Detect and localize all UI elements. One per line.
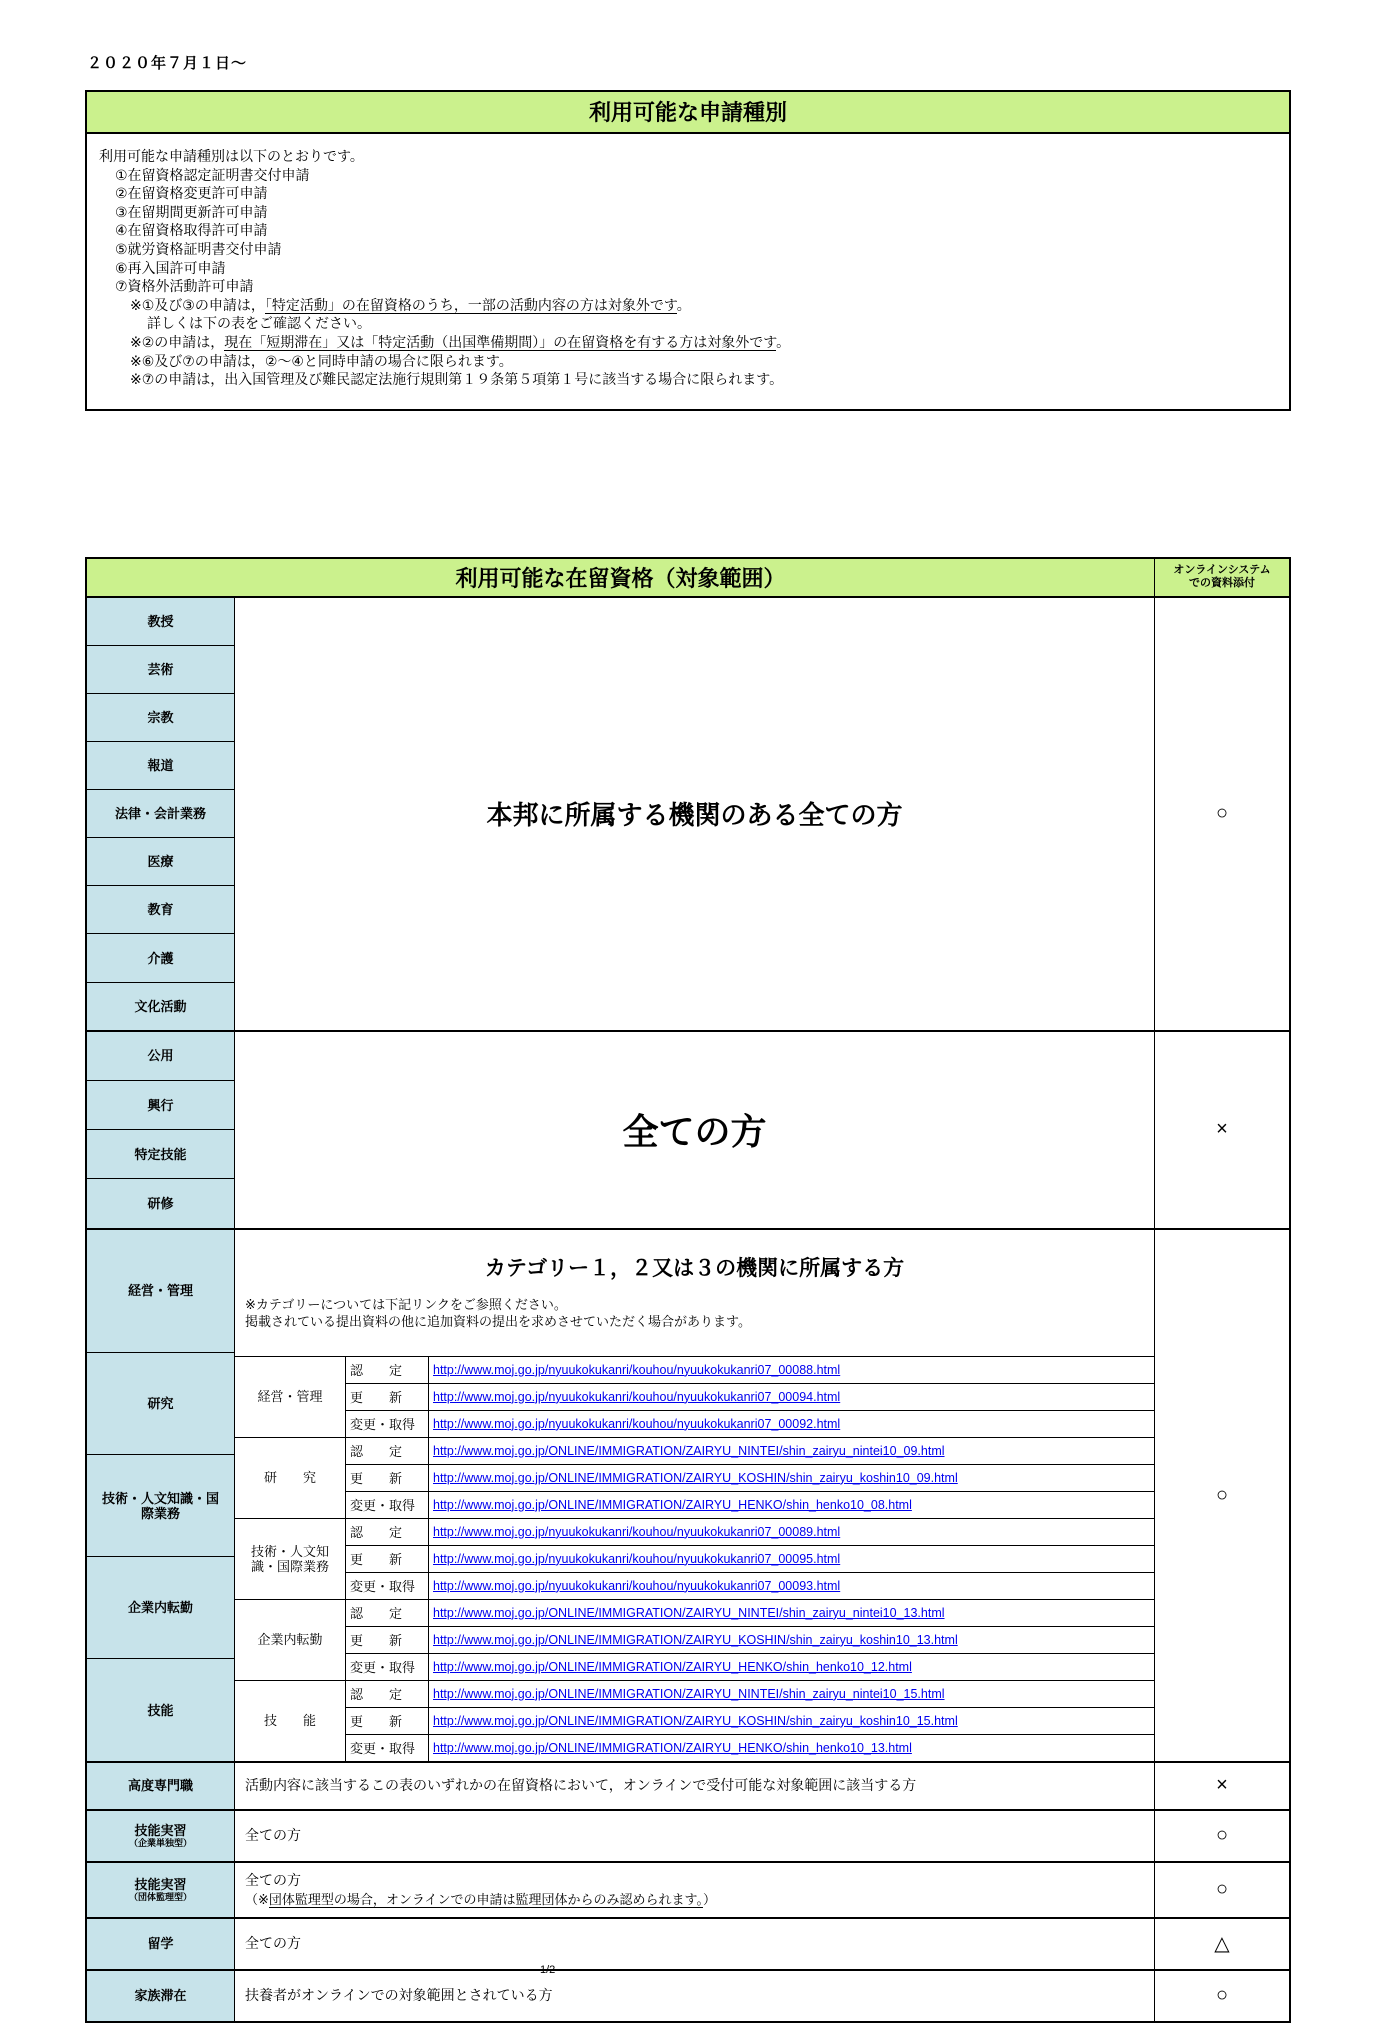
list-item: ⑤就労資格証明書交付申請 <box>115 240 282 257</box>
category-note: 掲載されている提出資料の他に追加資料の提出を求めさせていただく場合があります。 <box>245 1314 751 1330</box>
note-underlined-text: 「特定活動」の在留資格のうち，一部の活動内容の方は対象外です <box>264 296 677 313</box>
status-label: 法律・会計業務 <box>87 789 234 837</box>
link-table <box>235 1356 1154 1761</box>
application-type-label: 認 定 <box>346 1519 429 1545</box>
link-group <box>235 1518 1154 1599</box>
category-main-cell <box>234 1230 1155 1761</box>
guideline-link[interactable]: http://www.moj.go.jp/nyuukokukanri/kouhou/nyuukokukanri07_00089.html <box>433 1524 841 1539</box>
application-type-label: 認 定 <box>346 1357 429 1383</box>
guideline-link[interactable]: http://www.moj.go.jp/nyuukokukanri/kouhou/nyuukokukanri07_00094.html <box>433 1389 841 1404</box>
scope-text: 全ての方 <box>622 1111 767 1153</box>
note-line <box>130 333 1277 352</box>
guideline-link[interactable]: http://www.moj.go.jp/nyuukokukanri/kouhou/nyuukokukanri07_00092.html <box>433 1416 841 1431</box>
note-underlined-text: 現在「短期滞在」又は「特定活動（出国準備期間）」の在留資格を有する方は対象外です <box>224 333 777 350</box>
list-item: ④在留資格取得許可申請 <box>115 222 268 239</box>
guideline-link[interactable]: http://www.moj.go.jp/ONLINE/IMMIGRATION/ZAIRYU_HENKO/shin_henko10_13.html <box>433 1740 912 1755</box>
list-item: ⑥再入国許可申請 <box>115 259 226 276</box>
scope-text: 活動内容に該当するこの表のいずれかの在留資格において，オンラインで受付可能な対象範囲に該当する方 <box>245 1777 917 1794</box>
link-group-label: 経営・管理 <box>235 1357 346 1437</box>
link-row <box>346 1491 1154 1518</box>
status-sublabel: （団体監理型） <box>128 1892 192 1903</box>
category-note: ※カテゴリーについては下記リンクをご参照ください。 <box>245 1296 567 1312</box>
note-line: 詳しくは下の表をご確認ください。 <box>147 315 371 332</box>
list-item: ⑦資格外活動許可申請 <box>115 278 254 295</box>
scope-text: 全ての方 <box>245 1935 301 1952</box>
intro-line: 利用可能な申請種別は以下のとおりです。 <box>99 148 364 164</box>
link-row <box>346 1600 1154 1626</box>
application-type-label: 更 新 <box>346 1708 429 1734</box>
status-sublabel: （企業単独型） <box>128 1838 192 1849</box>
status-column <box>87 1032 234 1228</box>
link-group <box>235 1599 1154 1680</box>
link-row <box>346 1572 1154 1599</box>
guideline-link[interactable]: http://www.moj.go.jp/ONLINE/IMMIGRATION/ZAIRYU_KOSHIN/shin_zairyu_koshin10_15.html <box>433 1713 958 1728</box>
status-column <box>87 1230 234 1761</box>
link-group <box>235 1680 1154 1761</box>
guideline-link[interactable]: http://www.moj.go.jp/nyuukokukanri/kouhou/nyuukokukanri07_00093.html <box>433 1578 841 1593</box>
link-row <box>346 1464 1154 1491</box>
status-label: 研修 <box>87 1178 234 1227</box>
status-row <box>87 1809 1289 1861</box>
status-label: 医療 <box>87 837 234 885</box>
status-row <box>87 1969 1289 2021</box>
application-type-label: 認 定 <box>346 1600 429 1626</box>
status-label: 技能実習 （企業単独型） <box>128 1823 192 1849</box>
status-label: 文化活動 <box>87 982 234 1030</box>
list-item: ③在留期間更新許可申請 <box>115 203 268 220</box>
scope-cell <box>234 1032 1155 1228</box>
status-label: 技術・人文知識・国際業務 <box>87 1454 234 1556</box>
application-type-label: 変更・取得 <box>346 1492 429 1518</box>
guideline-link[interactable]: http://www.moj.go.jp/nyuukokukanri/kouhou/nyuukokukanri07_00088.html <box>433 1362 841 1377</box>
link-group <box>235 1357 1154 1437</box>
status-label: 介護 <box>87 933 234 981</box>
residence-status-table <box>85 557 1291 2023</box>
guideline-link[interactable]: http://www.moj.go.jp/ONLINE/IMMIGRATION/ZAIRYU_HENKO/shin_henko10_12.html <box>433 1659 912 1674</box>
status-row <box>87 1917 1289 1969</box>
link-group-label: 技術・人文知識・国際業務 <box>235 1519 346 1599</box>
application-type-label: 変更・取得 <box>346 1735 429 1761</box>
link-row <box>346 1357 1154 1383</box>
application-type-label: 更 新 <box>346 1384 429 1410</box>
guideline-link[interactable]: http://www.moj.go.jp/nyuukokukanri/kouhou/nyuukokukanri07_00095.html <box>433 1551 841 1566</box>
attach-symbol: ○ <box>1215 1483 1229 1506</box>
group-row-all-org <box>87 598 1289 1030</box>
application-type-label: 認 定 <box>346 1681 429 1707</box>
group-row-everyone <box>87 1030 1289 1228</box>
link-group-label: 技 能 <box>235 1681 346 1761</box>
attach-symbol: ○ <box>1215 802 1229 825</box>
status-label: 宗教 <box>87 693 234 741</box>
effective-date-note: ２０２０年７月１日～ <box>87 55 248 72</box>
page-number: 1/2 <box>540 1964 556 1976</box>
application-type-label: 変更・取得 <box>346 1654 429 1680</box>
application-type-label: 変更・取得 <box>346 1573 429 1599</box>
application-type-label: 更 新 <box>346 1546 429 1572</box>
link-row <box>346 1545 1154 1572</box>
guideline-link[interactable]: http://www.moj.go.jp/ONLINE/IMMIGRATION/ZAIRYU_NINTEI/shin_zairyu_nintei10_13.html <box>433 1605 945 1620</box>
group-row-category <box>87 1228 1289 1761</box>
attach-symbol: × <box>1216 1118 1228 1141</box>
note-text: ※①及び③の申請は， <box>130 296 265 313</box>
application-type-label: 変更・取得 <box>346 1411 429 1437</box>
status-label: 企業内転勤 <box>87 1556 234 1658</box>
note-line: ※⑦の申請は，出入国管理及び難民認定法施行規則第１９条第５項第１号に該当する場合に限られます。 <box>130 371 784 388</box>
guideline-link[interactable]: http://www.moj.go.jp/ONLINE/IMMIGRATION/ZAIRYU_HENKO/shin_henko10_08.html <box>433 1497 912 1512</box>
scope-text: 全ての方 <box>245 1827 301 1844</box>
status-label: 研究 <box>87 1352 234 1454</box>
attachment-column-header <box>1154 559 1289 596</box>
attach-symbol: × <box>1216 1774 1228 1797</box>
list-item: ①在留資格認定証明書交付申請 <box>115 166 310 183</box>
status-column <box>87 598 234 1030</box>
scope-text: 本邦に所属する機関のある全ての方 <box>486 800 903 831</box>
link-row <box>346 1734 1154 1761</box>
link-row <box>346 1681 1154 1707</box>
status-label: 経営・管理 <box>127 1283 193 1299</box>
scope-text: 扶養者がオンラインでの対象範囲とされている方 <box>245 1987 553 2004</box>
status-label: 高度専門職 <box>127 1778 193 1794</box>
link-row <box>346 1626 1154 1653</box>
scope-text: 全ての方 （※団体監理型の場合，オンラインでの申請は監理団体からのみ認められます。） <box>235 1863 1154 1917</box>
link-group-label: 企業内転勤 <box>235 1600 346 1680</box>
link-group-label: 研 究 <box>235 1438 346 1518</box>
application-type-label: 更 新 <box>346 1465 429 1491</box>
link-row <box>346 1519 1154 1545</box>
link-row <box>346 1653 1154 1680</box>
guideline-link[interactable]: http://www.moj.go.jp/ONLINE/IMMIGRATION/ZAIRYU_KOSHIN/shin_zairyu_koshin10_09.html <box>433 1470 958 1485</box>
application-type-label: 認 定 <box>346 1438 429 1464</box>
note-line <box>130 296 1277 315</box>
category-heading: カテゴリー１，２又は３の機関に所属する方 <box>484 1256 905 1280</box>
application-types-box <box>85 90 1291 411</box>
attach-symbol: ○ <box>1215 1878 1229 1901</box>
status-row <box>87 1761 1289 1809</box>
attachment-header-line1: オンラインシステム <box>1173 564 1271 577</box>
attach-symbol: △ <box>1214 1933 1230 1956</box>
status-label: 技能 <box>87 1658 234 1760</box>
status-label: 家族滞在 <box>134 1988 187 2004</box>
attachment-header-line2: での資料添付 <box>1189 577 1255 590</box>
status-label: 教授 <box>147 613 174 629</box>
note-line: ※⑥及び⑦の申請は，②～④と同時申請の場合に限られます。 <box>130 352 513 369</box>
status-row <box>87 1861 1289 1917</box>
note-text: 。 <box>776 333 791 350</box>
status-label: 興行 <box>87 1080 234 1129</box>
guideline-link[interactable]: http://www.moj.go.jp/ONLINE/IMMIGRATION/ZAIRYU_NINTEI/shin_zairyu_nintei10_15.html <box>433 1686 945 1701</box>
status-label: 芸術 <box>87 645 234 693</box>
document-page <box>85 0 1291 2023</box>
status-label: 公用 <box>147 1048 174 1064</box>
guideline-link[interactable]: http://www.moj.go.jp/ONLINE/IMMIGRATION/ZAIRYU_NINTEI/shin_zairyu_nintei10_09.html <box>433 1443 945 1458</box>
list-item: ②在留資格変更許可申請 <box>115 185 268 202</box>
application-types-body <box>87 134 1289 409</box>
status-label: 技能実習 （団体監理型） <box>128 1877 192 1903</box>
residence-status-table-header <box>87 559 1289 598</box>
status-label: 特定技能 <box>87 1129 234 1178</box>
category-heading-block <box>235 1230 1154 1356</box>
link-row <box>346 1707 1154 1734</box>
note-text: ※②の申請は， <box>130 333 225 350</box>
status-label: 留学 <box>147 1936 174 1952</box>
status-label: 教育 <box>87 885 234 933</box>
link-row <box>346 1383 1154 1410</box>
link-row <box>346 1410 1154 1437</box>
scope-cell <box>234 598 1155 1030</box>
status-label: 報道 <box>87 741 234 789</box>
guideline-link[interactable]: http://www.moj.go.jp/ONLINE/IMMIGRATION/ZAIRYU_KOSHIN/shin_zairyu_koshin10_13.html <box>433 1632 958 1647</box>
application-types-title: 利用可能な申請種別 <box>87 92 1289 134</box>
link-row <box>346 1438 1154 1464</box>
application-type-label: 更 新 <box>346 1627 429 1653</box>
scope-note: （※団体監理型の場合，オンラインでの申請は監理団体からのみ認められます。） <box>245 1891 716 1907</box>
attach-symbol: ○ <box>1215 1984 1229 2007</box>
link-group <box>235 1437 1154 1518</box>
residence-status-title: 利用可能な在留資格（対象範囲） <box>455 565 786 591</box>
note-text: 。 <box>676 296 691 313</box>
attach-symbol: ○ <box>1215 1824 1229 1847</box>
